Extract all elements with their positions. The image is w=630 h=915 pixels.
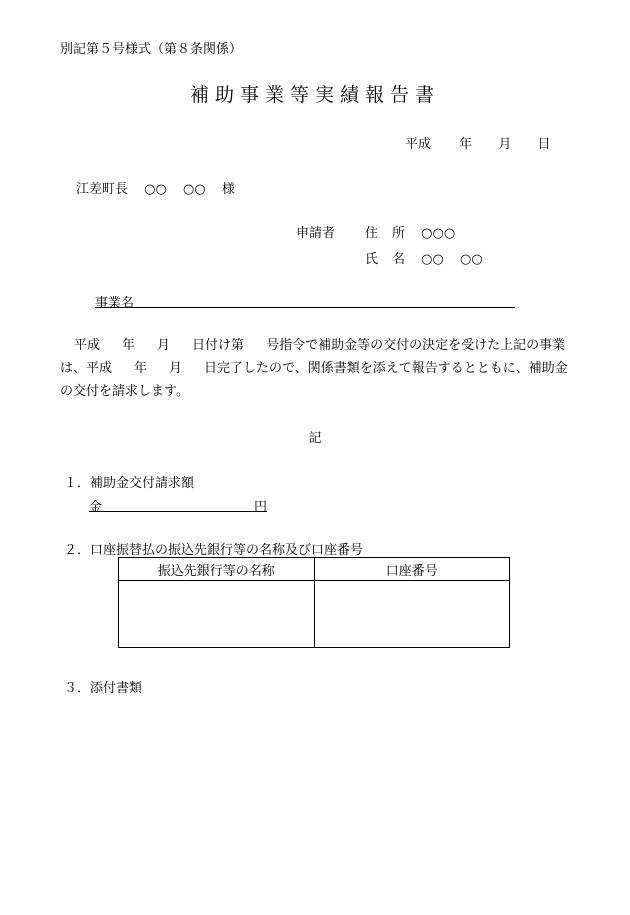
amount-underline	[89, 511, 267, 512]
addressee	[76, 178, 247, 197]
body-year2: 年	[134, 361, 148, 376]
project-name-underline	[95, 307, 515, 308]
address-label-char2: 所	[392, 226, 406, 241]
date-year-unit: 年	[459, 137, 473, 152]
name-label	[365, 248, 405, 267]
addressee-title: 江差町長	[76, 182, 129, 197]
item2-label: ２．口座振替払の振込先銀行等の名称及び口座番号	[64, 543, 364, 558]
document-title: 補助事業等実績報告書	[189, 84, 440, 106]
applicant-label: 申請者	[296, 226, 336, 241]
item1-label: １．補助金交付請求額	[64, 476, 195, 491]
body-text1: 日付け第	[192, 338, 245, 353]
body-era1: 平成	[74, 338, 101, 353]
date-era: 平成	[405, 137, 432, 152]
address-label-char1: 住	[365, 226, 379, 241]
applicant-name-row	[365, 248, 483, 267]
name-value-2: ○○	[460, 252, 483, 267]
body-text2: 号指令で補助金等の交付の決定を受けた上記の事業は、平成	[60, 338, 566, 376]
addressee-name-part1: ○○	[144, 182, 167, 197]
bank-name-cell[interactable]	[119, 581, 315, 648]
name-label-char1: 氏	[365, 252, 379, 267]
ki-heading: 記	[308, 431, 322, 446]
address-label	[365, 222, 405, 241]
amount-prefix: 金	[89, 500, 103, 515]
account-number-header: 口座番号	[314, 558, 510, 581]
date-line	[405, 133, 550, 152]
project-name-label: 事業名	[95, 296, 135, 311]
item3-label: ３．添付書類	[64, 681, 143, 696]
name-value-1: ○○	[421, 252, 444, 267]
account-number-cell[interactable]	[314, 581, 510, 648]
bank-table-header-row	[119, 558, 510, 581]
body-paragraph	[60, 334, 575, 403]
bank-account-table	[118, 557, 510, 648]
bank-table-entry-row	[119, 581, 510, 648]
bank-name-header: 振込先銀行等の名称	[119, 558, 315, 581]
address-value: ○○○	[421, 226, 456, 241]
body-text3: 日完了したので、関係書類を添えて報告するとともに、補助金の交付を請求します。	[60, 361, 568, 399]
body-month2: 月	[169, 361, 183, 376]
addressee-honorific: 様	[221, 182, 235, 197]
name-label-char2: 名	[392, 252, 406, 267]
body-month1: 月	[157, 338, 171, 353]
amount-suffix: 円	[254, 500, 268, 515]
applicant-address-row	[365, 222, 455, 241]
form-number: 別記第５号様式（第８条関係）	[60, 42, 243, 57]
body-year1: 年	[122, 338, 136, 353]
addressee-name-part2: ○○	[182, 182, 206, 197]
date-month-unit: 月	[498, 137, 512, 152]
date-day-unit: 日	[537, 137, 551, 152]
